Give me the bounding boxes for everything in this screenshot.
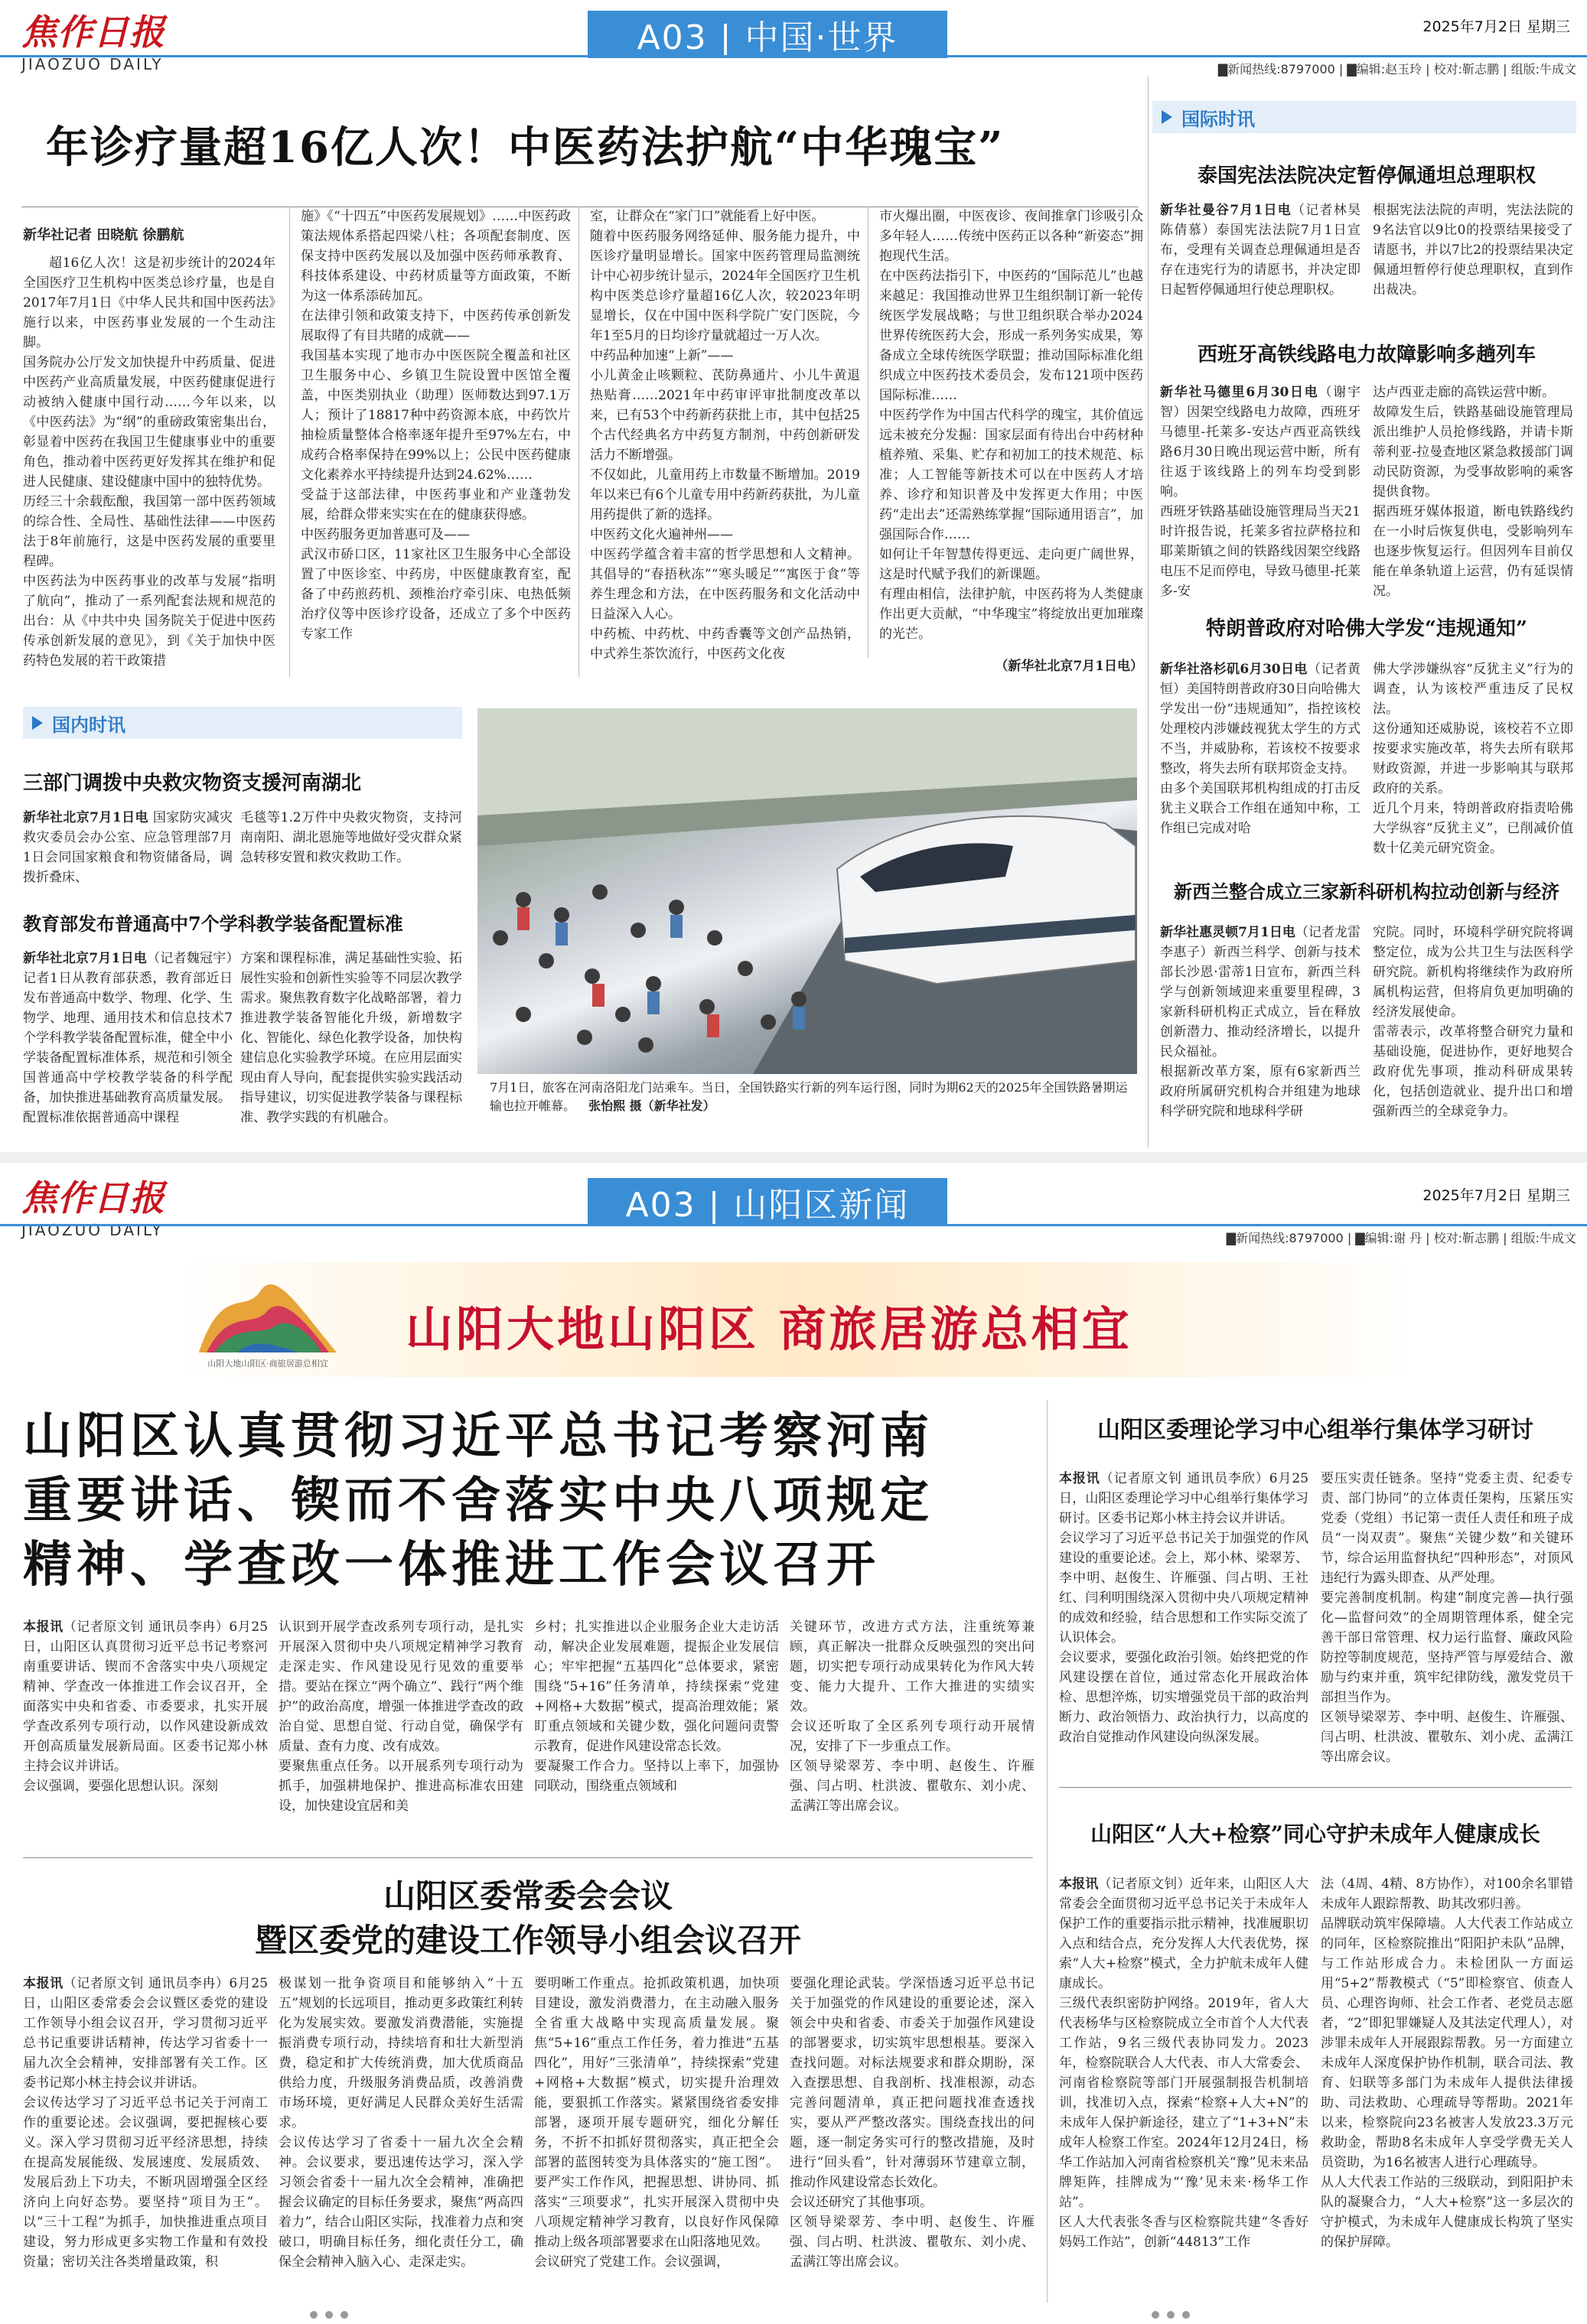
intl-section-label: 国际时讯 — [1181, 108, 1255, 130]
banner-logo-caption: 山阳大地山阳区·商旅居游总相宜 — [207, 1359, 328, 1369]
intl-item-3-right: 佛大学涉嫌纵容“反犹主义”行为的调查，认为该校严重违反了民权法。 这份通知还威胁说，该校若不立即按要求实施改革，将失去所有联邦财政资源，并进一步影响其与联邦政府的关系。 近几个月来，特朗普政府指责哈佛大学纵容“反犹主义”，已削减价值数十亿美元研究资金。 — [1373, 662, 1573, 856]
story1-col1-text: （记者原文钊 通讯员李冉）6月25日，山阳区认真贯彻习近平总书记考察河南重要讲话、锲而不舍落实中央八项规定精神、学查改一体推进工作会议召开，全面落实中央和省委、市委要求，扎实开展学查改系列专项行动，以作风建设新成效开创高质量发展新局面。区委书记郑小林主持会议并讲话。 会议强调，要强化思想认识。深刻 — [23, 1619, 269, 1794]
domestic-item-2-left-text: （记者魏冠宇）记者1日从教育部获悉，教育部近日发布普通高中数学、物理、化学、生物学、地理、通用技术和信息技术7个学科教学装备配置标准，健全中小学装备配置标准体系，规范和引领全国普通高中学校教学装备的科学配备，加快推进基础教育高质量发展。 配置标准依据普通高中课程 — [23, 951, 233, 1125]
editor-credits-bottom: ▇新闻热线:8797000 | ▇编辑:谢 丹 | 校对:靳志鹏 | 组版:牛成文 — [1226, 1231, 1576, 1245]
domestic-item-2-left — [23, 949, 233, 1149]
triangle-icon — [32, 716, 43, 730]
intl-item-4-title: 新西兰整合成立三家新科研机构拉动创新与经济 — [1174, 880, 1559, 903]
intl-item-2-left-text: （谢宇智）因架空线路电力故障，西班牙马德里-托莱多-安达卢西亚高铁线路6月30日晚出现运营中断，所有往返于该线路上的列车均受到影响。 西班牙铁路基础设施管理局当天21时许报告说，托莱多省拉萨格拉和耶莱斯镇之间的铁路线因架空线路电压不足而停电，导致马德里-托莱多-安 — [1160, 385, 1361, 599]
story3-col-2: 极谋划一批争资项目和能够纳入“十五五”规划的长远项目，推动更多政策红利转化为发展实效。要激发消费潜能，实施提振消费专项行动，持续培育和壮大新型消费，稳定和扩大传统消费，加大优质商品供给力度，升级服务消费品质，改善消费市场环境，更好满足人民群众美好生活需求。 会议传达学习了省委十一届九次全会精神。会议要求，要迅速传达学习，深入学习领会省委十一届九次全会精神，准确把握会议确定的目标任务要求，聚焦“两高四着力”，结合山阳区实际，找准着力点和突破口，明确目标任务，细化责任分工，确保全会精神入脑入心、走深走实。 — [279, 1976, 523, 2270]
photo-credit: 张怡熙 摄（新华社发） — [588, 1099, 715, 1113]
logo-english: JIAOZUO DAILY — [21, 55, 164, 73]
photo-caption-text: 7月1日，旅客在河南洛阳龙门站乘车。当日，全国铁路实行新的列车运行图，同时为期62天的2025年全国铁路暑期运输也拉开帷幕。 — [490, 1080, 1128, 1113]
page-separator — [0, 1152, 1587, 1163]
pager-dot — [310, 2311, 318, 2319]
intl-item-2-byline: 新华社马德里6月30日电 — [1160, 385, 1319, 400]
domestic-section-bar — [23, 707, 462, 739]
story1-col-4: 关键环节，改进方式方法，注重统筹兼顾，真正解决一批群众反映强烈的突出问题，切实把专项行动成果转化为作风大转变、能力大提升、工作大推进的实绩实效。 会议还听取了全区系列专项行动开展情况，安排了下一步重点工作。 区领导梁翠芳、李中明、赵俊生、许雁强、闫占明、杜洪波、瞿敬东、刘小虎、孟满江等出席会议。 — [790, 1619, 1035, 1814]
story1-headline-line-1: 山阳区认真贯彻习近平总书记考察河南 — [23, 1408, 934, 1465]
intl-divider — [1148, 76, 1149, 1147]
header-rule-bottom — [0, 1224, 1587, 1226]
story2-headline: 山阳区委理论学习中心组举行集体学习研讨 — [1097, 1417, 1533, 1444]
story3-headline-line-2: 暨区委党的建设工作领导小组会议召开 — [254, 1922, 801, 1959]
header-rule — [0, 55, 1587, 57]
intl-item-3-left — [1160, 659, 1361, 851]
intl-item-1-right: 根据宪法法院的声明，宪法法院的9名法官以9比0的投票结果接受了请愿书，并以7比2的投票结果决定佩通坦暂停行使总理职权，直到作出裁决。 — [1373, 203, 1573, 298]
domestic-item-2-title: 教育部发布普通高中7个学科教学装备配置标准 — [23, 913, 403, 935]
intl-item-3-byline: 新华社洛杉矶6月30日电 — [1160, 662, 1308, 677]
issue-date-bottom: 2025年7月2日 星期三 — [1422, 1187, 1570, 1204]
story2-left — [1059, 1469, 1308, 1775]
story2-byline: 本报讯 — [1059, 1471, 1100, 1486]
lead-byline: 新华社记者 田晓航 徐鹏航 — [23, 227, 184, 243]
right-column-divider — [1047, 1400, 1048, 2303]
pager-dots-right — [1148, 2307, 1240, 2322]
domestic-item-1-byline: 新华社北京7月1日电 — [23, 810, 148, 825]
domestic-item-1-right: 毛毯等1.2万件中央救灾物资，支持河南南阳、湖北恩施等地做好受灾群众紧急转移安置和救灾救助工作。 — [240, 810, 462, 865]
lead-dateline: （新华社北京7月1日电） — [995, 659, 1143, 674]
pager-dots-left — [306, 2307, 398, 2322]
intl-item-4-left-text: （记者龙雷 李惠子）新西兰科学、创新与技术部长沙恩·雷蒂1日宣布，新西兰科学与创新领域迎来重要里程碑，3家新科研机构正式成立，旨在释放创新潜力、推动经济增长，以提升民众福祉。 根据新改革方案，原有6家新西兰政府所属研究机构合并组建为地球科学研究院和地球科学研 — [1160, 925, 1361, 1119]
pager-dot — [341, 2311, 348, 2319]
promo-banner — [176, 1262, 1416, 1377]
story3-col-1 — [23, 1974, 268, 2295]
pager-dot — [1152, 2311, 1159, 2319]
story1-col-3: 乡村；扎实推进以企业服务企业大走访活动，解决企业发展难题，提振企业发展信心；牢牢把握“五基四化”总体要求，紧密围绕“5+16”任务清单，持续探索“党建+网格+大数据”模式，提高治理效能；紧盯重点领域和关键少数，强化问题问责警示教育，促进作风建设常态长效。 要凝聚工作合力。坚持以上率下，加强协同联动，围绕重点领域和 — [534, 1619, 779, 1794]
intl-item-1-title: 泰国宪法法院决定暂停佩通坦总理职权 — [1197, 164, 1536, 187]
story1-col-2: 认识到开展学查改系列专项行动，是扎实开展深入贯彻中央八项规定精神学习教育走深走实、作风建设见行见效的重要举措。要站在探立“两个确立”、践行“两个维护”的政治高度，增强一体推进学查改的政治自觉、思想自觉、行动自觉，确保学有质量、查有力度、改有成效。 要聚焦重点任务。以开展系列专项行动为抓手，加强耕地保护、推进高标准农田建设，加快建设宜居和美 — [279, 1619, 523, 1814]
story4-rule — [1059, 1787, 1572, 1788]
story1-byline: 本报讯 — [23, 1619, 64, 1635]
intl-item-1-byline: 新华社曼谷7月1日电 — [1160, 203, 1292, 218]
issue-date: 2025年7月2日 星期三 — [1422, 18, 1570, 35]
pager-dot — [325, 2311, 333, 2319]
logo-chinese-bottom: 焦作日报 — [21, 1177, 165, 1219]
story1-headline-line-2: 重要讲话、锲而不舍落实中央八项规定 — [23, 1472, 934, 1529]
story3-byline: 本报讯 — [23, 1976, 64, 1991]
logo-chinese: 焦作日报 — [21, 11, 165, 53]
domestic-item-1-left — [23, 808, 233, 893]
story4-headline: 山阳区“人大+检察”同心守护未成年人健康成长 — [1090, 1821, 1540, 1847]
story3-col-3: 要明晰工作重点。抢抓政策机遇，加快项目建设，激发消费潜力，在主动融入服务全省重大战略中实现高质量发展。聚焦“5+16”重点工作任务，着力推进“五基四化”，用好“三张清单”，持续探索“党建+网格+大数据”模式，切实提升治理效能，要狠抓工作落实。紧紧围绕省委安排部署，逐项开展专题研究，细化分解任务，不折不扣抓好贯彻落实，真正把全会部署的蓝图转变为具体落实的“施工图”。要严实工作作风，把握思想、讲协同、抓落实“三项要求”，扎实开展深入贯彻中央八项规定精神学习教育，以良好作风保障推动上级各项部署要求在山阳落地见效。 会议研究了党建工作。会议强调， — [534, 1976, 779, 2270]
banner-slogan: 山阳大地山阳区 商旅居游总相宜 — [406, 1301, 1132, 1357]
intl-item-3-title: 特朗普政府对哈佛大学发“违规通知” — [1206, 617, 1527, 640]
lead-col-3: 室，让群众在“家门口”就能看上好中医。 随着中医药服务网络延伸、服务能力提升，中医诊疗量明显增长。国家中医药管理局监测统计中心初步统计显示，2024年全国医疗卫生机构中医类总诊疗量超16亿人次，较2023年明显增长，仅在中国中医科学院广安门医院，今年1至5月的日均诊疗量就超过一万人次。 中药品种加速“上新”—— 小儿黄金止咳颗粒、芪防鼻通片、小儿牛黄退热贴膏……2021年中药审评审批制度改革以来，已有53个中药新药获批上市，其中包括25个古代经典名方中药复方制剂，中药创新研发活力不断增强。 不仅如此，儿童用药上市数量不断增加。2019年以来已有6个儿童专用中药新药获批，为儿童用药提供了新的选择。 中医药文化火遍神州—— 中医药学蕴含着丰富的哲学思想和人文精神。其倡导的“春捂秋冻”“寒头暖足”“寓医于食”等养生理念和方法，在中医药服务和文化活动中日益深入人心。 中药梳、中药枕、中药香囊等文创产品热销，中式养生茶饮流行，中医药文化夜 — [578, 207, 860, 677]
intl-item-4-right: 究院。同时，环境科学研究院将调整定位，成为公共卫生与法医科学研究院。新机构将继续作为政府所属机构运营，但将肩负更加明确的经济发展使命。 雷蒂表示，改革将整合研究力量和基础设施，促进协作，更好地契合政府优先事项，推动科研成果转化，包括创造就业、提升出口和增强新西兰的全球竞争力。 — [1373, 925, 1573, 1119]
intl-item-2-left — [1160, 382, 1361, 599]
story4-right: 法（4周、4精、8方协作），对100余名罪错未成年人跟踪帮教、助其改邪归善。 品牌联动筑牢保障墙。人大代表工作站成立的同年，区检察院推出“阳阳护未队”品牌，与工作站形成合力。未检团队一方面运用“5+2”帮教模式（“5”即检察官、侦查人员、心理咨询师、社会工作者、老党员志愿者，“2”即犯罪嫌疑人及其法定代理人），对涉罪未成年人开展跟踪帮教。另一方面建立未成年人深度保护协作机制，联合司法、教育、妇联等多部门为未成年人提供法律援助、司法救助、心理疏导等帮助。2021年以来，检察院向23名被害人发放23.3万元救助金，帮助8名未成年人享受学费无关人员资助，为16名被害人进行心理疏导。 从人大代表工作站的三级联动，到阳阳护未队的凝聚合力，“人大+检察”这一多层次的守护模式，为未成年人健康成长构筑了坚实的保护屏障。 — [1321, 1876, 1573, 2250]
intl-item-3-left-text: （记者黄恒）美国特朗普政府30日向哈佛大学发出一份“违规通知”，指控该校处理校内涉嫌歧视犹太学生的方式不当，并威胁称，若该校不按要求整改，将失去所有联邦资金支持。 由多个美国联邦机构组成的打击反犹主义联合工作组在通知中称，工作组已完成对哈 — [1160, 662, 1361, 836]
domestic-item-2-right: 方案和课程标准，满足基础性实验、拓展性实验和创新性实验等不同层次教学需求。聚焦教育数字化战略部署，着力推进教学装备智能化升级，新增数字化、智能化、绿色化教学设备，加快构建信息化实验教学环境。在应用层面实现由育人导向，配套提供实验实践活动指导建议，切实促进教学装备与课程标准、教学实践的有机融合。 — [240, 951, 462, 1125]
lead-headline: 年诊疗量超16亿人次！中医药法护航“中华瑰宝” — [46, 122, 1005, 173]
intl-item-4-left — [1160, 923, 1361, 1144]
domestic-item-1-left-text: 国家防灾减灾救灾委员会办公室、应急管理部7月1日会同国家粮食和物资储备局，调拨折叠床、 — [23, 810, 233, 885]
lead-col1-text: 超16亿人次！这是初步统计的2024年全国医疗卫生机构中医类总诊疗量，也是自2017年7月1日《中华人民共和国中医药法》施行以来，中医药事业发展的一个生动注脚。 国务院办公厅发文加快提升中药质量、促进中医药产业高质量发展，中医药健康促进行动被纳入健康中国行动……今年以来，以《中医药法》为“纲”的重磅政策密集出台，彰显着中医药在我国卫生健康事业中的重要角色，推动着中医药更好发挥其在维护和促进人民健康、建设健康中国中的独特优势。 历经三十余载酝酿，我国第一部中医药领域的综合性、全局性、基础性法律——中医药法于8年前施行，这是中医药发展的重要里程碑。 中医药法为中医药事业的改革与发展“指明了航向”，推动了一系列配套法规和规范的出台：从《中共中央 国务院关于促进中医药传承创新发展的意见》，到《关于加快中医药特色发展的若干政策措 — [23, 256, 275, 669]
editor-credits: ▇新闻热线:8797000 | ▇编辑:赵玉玲 | 校对:靳志鹏 | 组版:牛成文 — [1217, 62, 1576, 76]
story1-headline-line-3: 精神、学查改一体推进工作会议召开 — [23, 1536, 880, 1593]
pager-dot — [1182, 2311, 1190, 2319]
lead-col-1 — [23, 226, 275, 677]
intl-section-bar — [1152, 101, 1576, 133]
lead-col-2: 施》《“十四五”中医药发展规划》……中医药政策法规体系搭起四梁八柱；各项配套制度、医保支持中医药发展以及加强中医药师承教育、科技体系建设、中药材质量等方面政策，不断为这一体系添砖加瓦。 在法律引领和政策支持下，中医药传承创新发展取得了有目共睹的成就—— 我国基本实现了地市办中医医院全覆盖和社区卫生服务中心、乡镇卫生院设置中医馆全覆盖，中医类别执业（助理）医师数达到97.1万人；预计了18817种中药资源本底，中药饮片抽检质量整体合格率逐年提升至97%左右，中成药合格率保持在99%以上；公民中医药健康文化素养水平持续提升达到24.62%…… 受益于这部法律，中医药事业和产业蓬勃发展，给群众带来实实在在的健康获得感。 中医药服务更加普惠可及—— 武汉市硚口区，11家社区卫生服务中心全部设置了中医诊室、中药房，中医健康教育室，配备了中药煎药机、颈椎治疗牵引床、电热低频治疗仪等中医诊疗设备，还成立了多个中医药专家工作 — [289, 207, 571, 677]
train-station-photo — [477, 708, 1137, 1074]
story3-headline — [23, 1874, 1033, 1963]
domestic-section-label: 国内时讯 — [52, 714, 125, 736]
domestic-item-1-title: 三部门调拨中央救灾物资支援河南湖北 — [23, 772, 362, 795]
domestic-item-2-byline: 新华社北京7月1日电 — [23, 951, 148, 966]
intl-item-4-byline: 新华社惠灵顿7月1日电 — [1160, 925, 1295, 940]
page-section-tag-bottom: A03 | 山阳区新闻 — [588, 1178, 947, 1225]
masthead-logo-bottom — [21, 1170, 220, 1239]
story2-left-text: （记者原文钊 通讯员李欣）6月25日，山阳区委理论学习中心组举行集体学习研讨。区委书记郑小林主持会议并讲话。 会议学习了习近平总书记关于加强党的作风建设的重要论述。会上，郑小林、梁翠芳、李中明、赵俊生、许雁强、闫占明、王社红、闫利明围绕深入贯彻中央八项规定精神的成效和经验，结合思想和工作实际交流了认识体会。 会议要求，要强化政治引领。始终把党的作风建设摆在首位，通过常态化开展政治体检、思想淬炼，切实增强党员干部的政治判断力、政治领悟力、政治执行力，以高度的政治自觉推动作风建设向纵深发展。 — [1059, 1471, 1309, 1745]
story4-byline: 本报讯 — [1059, 1876, 1099, 1892]
triangle-icon — [1162, 110, 1172, 124]
lead-col-4: 市火爆出圈，中医夜诊、夜间推拿门诊吸引众多年轻人……传统中医药正以各种“新姿态”拥抱现代生活。 在中医药法指引下，中医药的“国际范儿”也越来越足：我国推动世界卫生组织制订新一轮传统医学发展战略；与世卫组织联合举办2024世界传统医药大会，形成一系列务实成果，筹备成立全球传统医学联盟；推动国际标准化组织成立中医药技术委员会，发布121项中医药国际标准…… 中医药学作为中国古代科学的瑰宝，其价值远远未被充分发掘：国家层面有待出台中药材种植养殖、采集、贮存和初加工的技术规范、标准；人工智能等新技术可以在中医药人才培养、诊疗和知识普及中发挥更大作用；中医药“走出去”还需熟练掌握“国际通用语言”，加强国际合作…… 如何让千年智慧传得更远、走向更广阔世界，这是时代赋予我们的新课题。 有理由相信，法律护航，中医药将为人类健康作出更大贡献，“中华瑰宝”将绽放出更加璀璨的光芒。 — [868, 207, 1143, 658]
story4-left — [1059, 1874, 1308, 2299]
story1-headline — [23, 1404, 1033, 1597]
story3-headline-line-1: 山阳区委常委会会议 — [383, 1877, 673, 1915]
story1-rule — [23, 1857, 1033, 1858]
photo-caption — [490, 1079, 1132, 1132]
pager-dot — [1167, 2311, 1175, 2319]
intl-item-2-right: 达卢西亚走廊的高铁运营中断。 故障发生后，铁路基础设施管理局派出维护人员抢修线路，并请卡斯蒂利亚-拉曼查地区紧急救援部门调动民防资源，为受事故影响的乘客提供食物。 据西班牙媒体报道，断电铁路线约在一小时后恢复供电，受影响列车也逐步恢复运行。但因列车目前仅能在单条轨道上运营，仍有延误情况。 — [1373, 385, 1573, 599]
story3-col-4: 要强化理论武装。学深悟透习近平总书记关于加强党的作风建设的重要论述，深入领会中央和省委、市委关于加强作风建设的部署要求，切实筑牢思想根基。要深入查找问题。对标法规要求和群众期盼，深入查摆思想、自我剖析、找准根源，动态完善问题清单，真正把问题找准查透找实，要从严严整改落实。围绕查找出的问题，逐一制定务实可行的整改措施，及时进行“回头看”，针对薄弱环节建章立制，推动作风建设常态长效化。 会议还研究了其他事项。 区领导梁翠芳、李中明、赵俊生、许雁强、闫占明、杜洪波、瞿敬东、刘小虎、孟满江等出席会议。 — [790, 1976, 1035, 2270]
page-section-tag: A03 | 中国·世界 — [588, 11, 947, 58]
story3-col1-text: （记者原文钊 通讯员李冉）6月25日，山阳区委常委会会议暨区委党的建设工作领导小组会议召开，学习贯彻习近平总书记重要讲话精神，传达学习省委十一届九次全会精神，安排部署有关工作。区委书记郑小林主持会议并讲话。 会议传达学习了习近平总书记关于河南工作的重要论述。会议强调，要把握核心要义。深入学习贯彻习近平经济思想，持续在提高发展能级、发展速度、发展质效、发展后劲上下功夫，不断巩固增强全区经济向上向好态势。要坚持“项目为王”。以“三十工程”为抓手，加快推进重点项目建设，努力形成更多实物工作量和有效投资量；密切关注各类增量政策，积 — [23, 1976, 269, 2270]
mountain-logo-icon — [191, 1268, 344, 1371]
photo-illustration — [477, 708, 1137, 1074]
logo-english-bottom: JIAOZUO DAILY — [21, 1221, 164, 1239]
story4-left-text: （记者原文钊）近年来，山阳区人大常委会全面贯彻习近平总书记关于未成年人保护工作的重要指示批示精神，找准履职切入点和结合点，充分发挥人大代表优势，探索“人大+检察”模式，全力护航未成年人健康成长。 三级代表织密防护网络。2019年，省人大代表杨华与区检察院成立全市首个人大代表工作站，9名三级代表协同发力。2023年，检察院联合人大代表、市人大常委会、河南省检察院等部门开展强制报告机制培训，找准切入点，探索“检察+人大+N”的未成年人保护新途径，建立了“1+3+N”未成年人检察工作室。2024年12月24日，杨华工作站加入河南省检察机关“豫”见未来品牌矩阵，挂牌成为“‘豫’见未来·杨华工作站”。 区人大代表张冬香与区检察院共建“冬香好妈妈工作站”，创新“44813”工作 — [1059, 1876, 1308, 2250]
story2-right: 要压实责任链条。坚持“党委主责、纪委专责、部门协同”的立体责任架构，压紧压实党委（党组）书记第一责任人责任和班子成员“一岗双责”。聚焦“关键少数”和关键环节，综合运用监督执纪“四种形态”，对顶风违纪行为露头即查、从严处理。 要完善制度机制。构建“制度完善—执行强化—监督问效”的全周期管理体系，健全完善干部日常管理、权力运行监督、廉政风险防控等制度规范，坚持严管与厚爱结合、激励与约束并重，筑牢纪律防线，激发党员干部担当作为。 区领导梁翠芳、李中明、赵俊生、许雁强、闫占明、杜洪波、瞿敬东、刘小虎、孟满江等出席会议。 — [1321, 1471, 1573, 1765]
intl-item-1-left — [1160, 200, 1361, 323]
intl-item-2-title: 西班牙高铁线路电力故障影响多趟列车 — [1197, 343, 1536, 366]
intl-item-1-left-text: （记者林昊 陈倩慕）泰国宪法法院7月1日宣布，受理有关调查总理佩通坦是否存在违宪行为的请愿书，并决定即日起暂停佩通坦行使总理职权。 — [1160, 203, 1361, 298]
story1-col-1 — [23, 1617, 268, 1847]
